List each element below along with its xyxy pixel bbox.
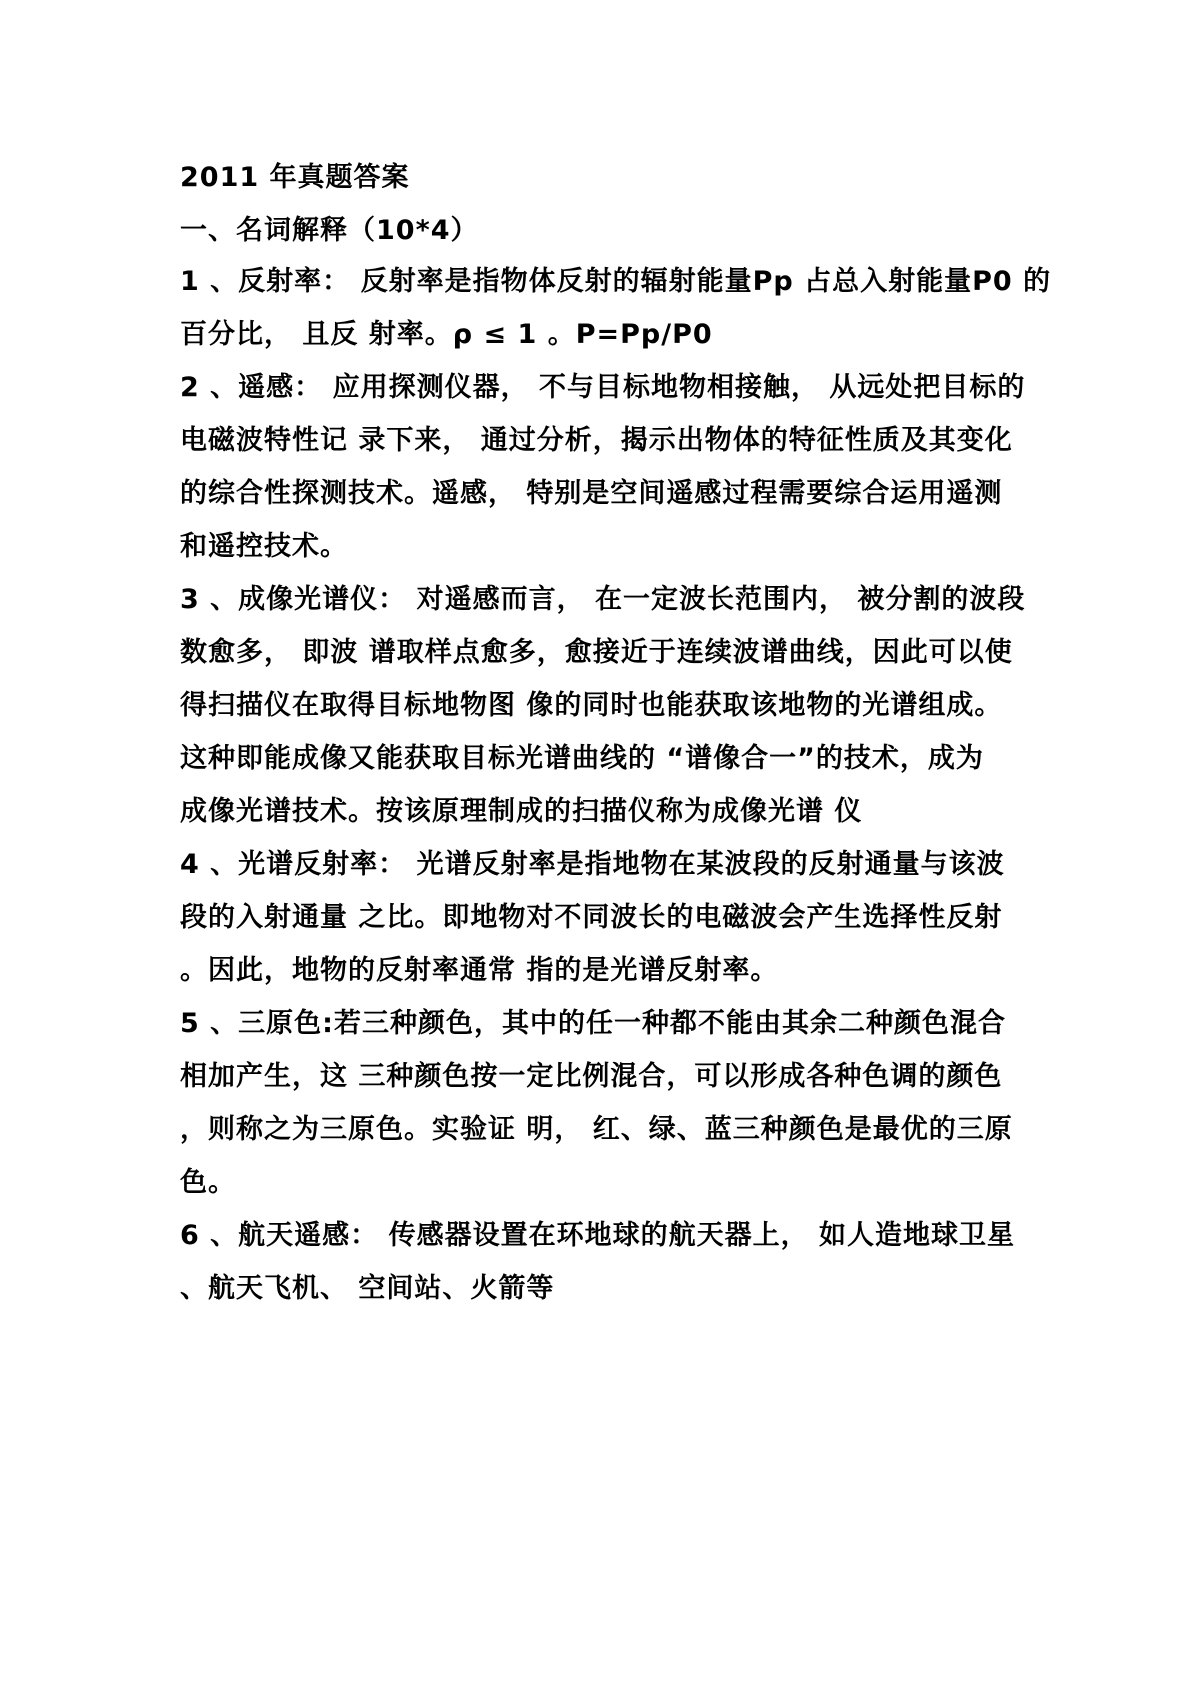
text-line: 2 、遥感： 应用探测仪器， 不与目标地物相接触， 从远处把目标的	[180, 372, 1026, 403]
section-heading: 一、名词解释（10*4）	[180, 215, 479, 246]
text-line: 色。	[180, 1167, 236, 1198]
text-line: 。因此，地物的反射率通常 指的是光谱反射率。	[180, 955, 779, 986]
text-line: ，则称之为三原色。实验证 明， 红、绿、蓝三种颜色是最优的三原	[180, 1114, 1013, 1145]
text-line: 得扫描仪在取得目标地物图 像的同时也能获取该地物的光谱组成。	[180, 690, 1003, 721]
document-title: 2011 年真题答案	[180, 162, 410, 193]
text-line: 6 、航天遥感： 传感器设置在环地球的航天器上， 如人造地球卫星	[180, 1220, 1015, 1251]
text-line: 和遥控技术。	[180, 531, 348, 562]
text-line: 百分比， 且反 射率。ρ ≤ 1 。P=Pp/P0	[180, 319, 713, 350]
text-line: 相加产生，这 三种颜色按一定比例混合，可以形成各种色调的颜色	[180, 1061, 1003, 1092]
text-line: 4 、光谱反射率： 光谱反射率是指地物在某波段的反射通量与该波	[180, 849, 1005, 880]
text-line: 这种即能成像又能获取目标光谱曲线的 “谱像合一”的技术，成为	[180, 743, 984, 774]
text-line: 的综合性探测技术。遥感， 特别是空间遥感过程需要综合运用遥测	[180, 478, 1003, 509]
text-line: 、航天飞机、 空间站、火箭等	[180, 1273, 555, 1304]
text-line: 段的入射通量 之比。即地物对不同波长的电磁波会产生选择性反射	[180, 902, 1003, 933]
text-line: 3 、成像光谱仪： 对遥感而言， 在一定波长范围内， 被分割的波段	[180, 584, 1026, 615]
text-line: 5 、三原色:若三种颜色，其中的任一种都不能由其余二种颜色混合	[180, 1008, 1006, 1039]
text-line: 电磁波特性记 录下来， 通过分析，揭示出物体的特征性质及其变化	[180, 425, 1013, 456]
text-line: 1 、反射率： 反射率是指物体反射的辐射能量Pp 占总入射能量P0 的	[180, 266, 1052, 297]
text-line: 成像光谱技术。按该原理制成的扫描仪称为成像光谱 仪	[180, 796, 863, 827]
text-line: 数愈多， 即波 谱取样点愈多，愈接近于连续波谱曲线，因此可以使	[180, 637, 1013, 668]
